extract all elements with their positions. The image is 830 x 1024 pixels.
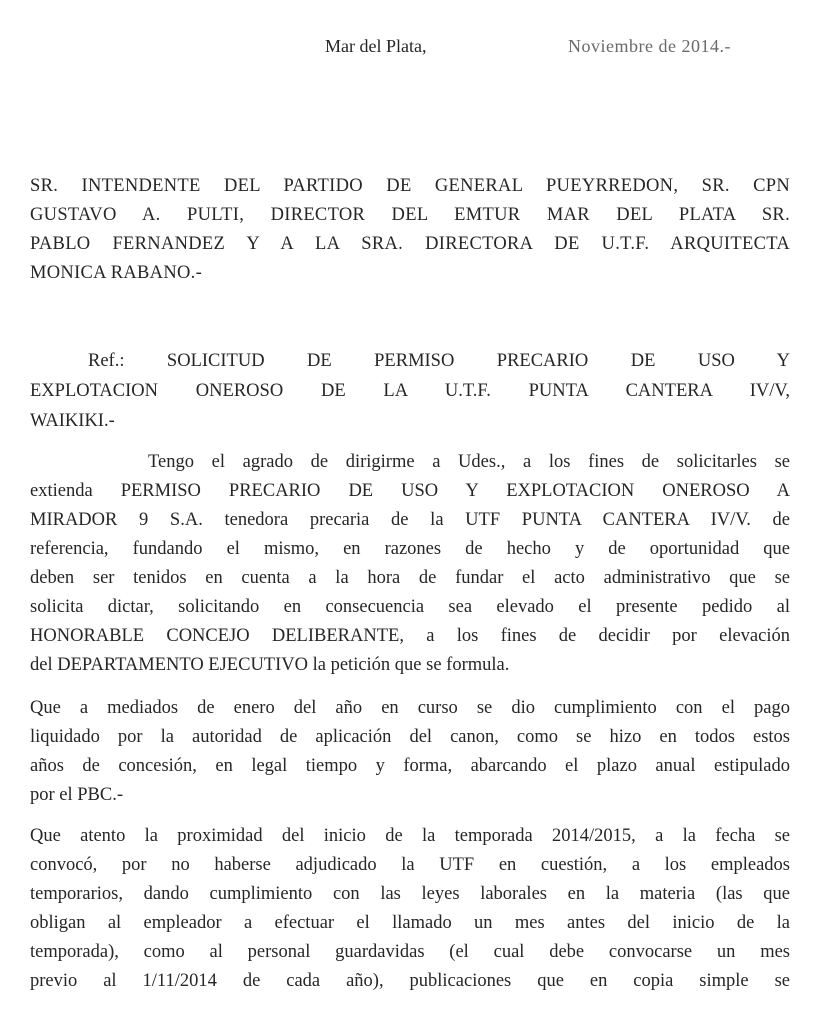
paragraph-line: extienda PERMISO PRECARIO DE USO Y EXPLOTACION ONEROSO A <box>30 481 790 501</box>
reference-line: EXPLOTACION ONEROSO DE LA U.T.F. PUNTA CANTERA IV/V, <box>30 381 790 401</box>
paragraph-line: referencia, fundando el mismo, en razones de hecho y de oportunidad que <box>30 539 790 559</box>
date: Noviembre de 2014.- <box>568 36 731 56</box>
paragraph-line: temporada), como al personal guardavidas (el cual debe convocarse un mes <box>30 942 790 962</box>
paragraph-line: deben ser tenidos en cuenta a la hora de fundar el acto administrativo que se <box>30 568 790 588</box>
paragraph-line: solicita dictar, solicitando en consecuencia sea elevado el presente pedido al <box>30 597 790 617</box>
addressee-line: GUSTAVO A. PULTI, DIRECTOR DEL EMTUR MAR DEL PLATA SR. <box>30 205 790 225</box>
addressee-block <box>30 172 790 288</box>
paragraph-line: convocó, por no haberse adjudicado la UTF en cuestión, a los empleados <box>30 855 790 875</box>
paragraph-line: por el PBC.- <box>30 785 124 805</box>
paragraph-line: liquidado por la autoridad de aplicación del canon, como se hizo en todos estos <box>30 727 790 747</box>
paragraph-line: del DEPARTAMENTO EJECUTIVO la petición que se formula. <box>30 655 510 675</box>
paragraph-line: previo al 1/11/2014 de cada año), publicaciones que en copia simple se <box>30 971 790 991</box>
paragraph-line: temporarios, dando cumplimiento con las leyes laborales en la materia (las que <box>30 884 790 904</box>
paragraph-line: años de concesión, en legal tiempo y forma, abarcando el plazo anual estipulado <box>30 756 790 776</box>
body-paragraph-3 <box>30 822 790 996</box>
paragraph-line: obligan al empleador a efectuar el llamado un mes antes del inicio de la <box>30 913 790 933</box>
body-paragraph-2 <box>30 694 790 810</box>
paragraph-line: Tengo el agrado de dirigirme a Udes., a los fines de solicitarles se <box>148 452 790 472</box>
addressee-line: PABLO FERNANDEZ Y A LA SRA. DIRECTORA DE U.T.F. ARQUITECTA <box>30 234 790 254</box>
place: Mar del Plata, <box>325 36 427 56</box>
reference-block <box>30 346 790 436</box>
dateline <box>0 36 830 60</box>
paragraph-line: Que a mediados de enero del año en curso se dio cumplimiento con el pago <box>30 698 790 718</box>
body-paragraph-1 <box>30 448 790 680</box>
addressee-line: SR. INTENDENTE DEL PARTIDO DE GENERAL PUEYRREDON, SR. CPN <box>30 176 790 196</box>
reference-line: Ref.: SOLICITUD DE PERMISO PRECARIO DE USO Y <box>88 351 790 371</box>
addressee-line: MONICA RABANO.- <box>30 263 203 283</box>
paragraph-line: MIRADOR 9 S.A. tenedora precaria de la UTF PUNTA CANTERA IV/V. de <box>30 510 790 530</box>
paragraph-line: Que atento la proximidad del inicio de la temporada 2014/2015, a la fecha se <box>30 826 790 846</box>
reference-line: WAIKIKI.- <box>30 411 115 431</box>
paragraph-line: HONORABLE CONCEJO DELIBERANTE, a los fines de decidir por elevación <box>30 626 790 646</box>
